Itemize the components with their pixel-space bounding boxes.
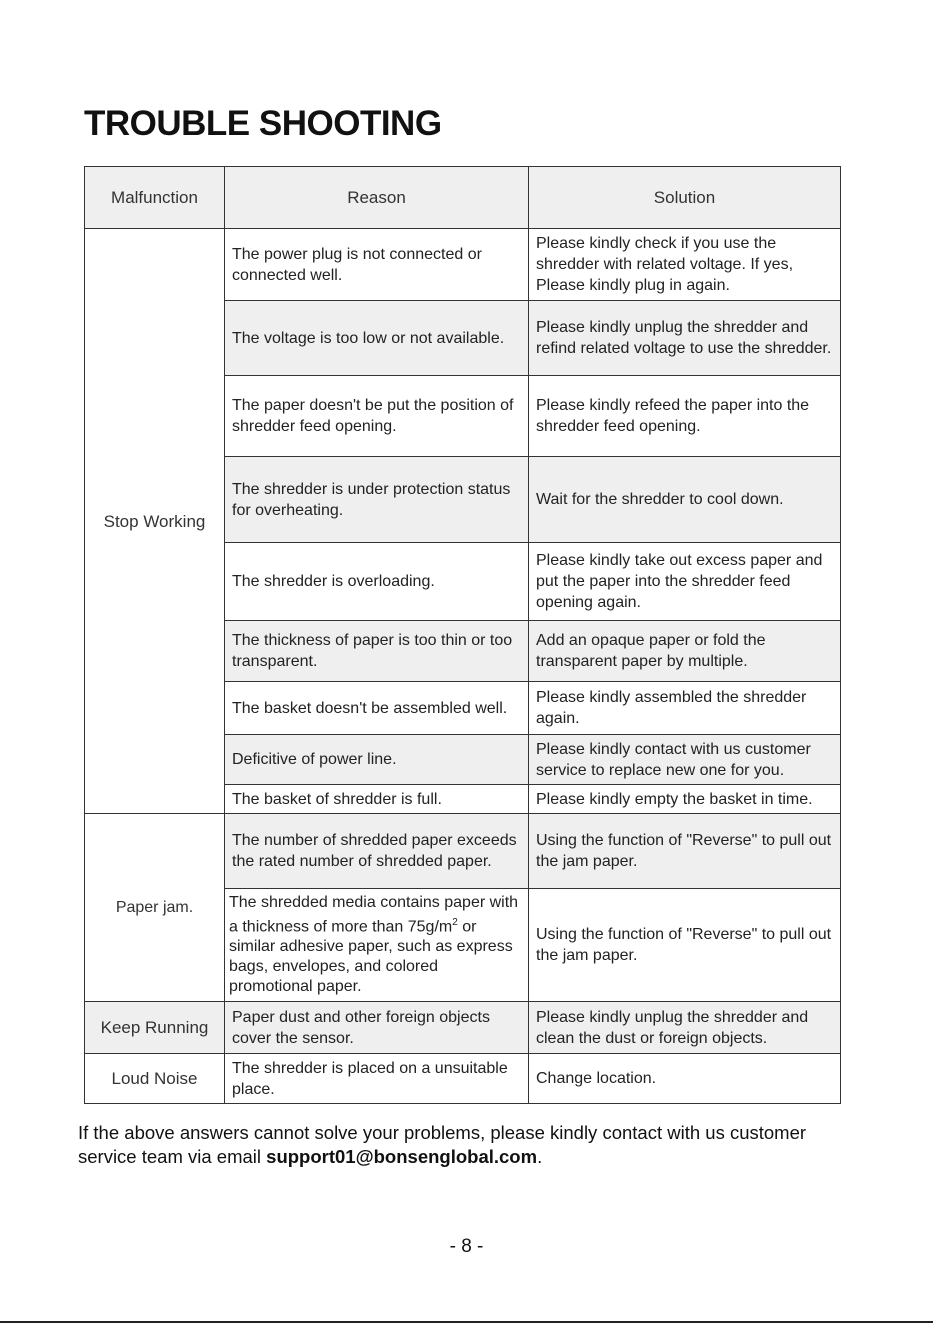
support-email[interactable]: support01@bonsenglobal.com: [266, 1146, 538, 1167]
solution-cell: Please kindly check if you use the shredder with related voltage. If yes, Please kindly plug in again.: [529, 229, 841, 301]
page-number: - 8 -: [449, 1236, 484, 1257]
table-row: [85, 1054, 841, 1104]
solution-cell: Add an opaque paper or fold the transparent paper by multiple.: [529, 621, 841, 682]
reason-text-part: The shredded media contains paper with a thickness of more than 75g/m: [229, 893, 519, 936]
header-solution: Solution: [529, 167, 841, 229]
contact-note: [78, 1121, 838, 1169]
header-malfunction: Malfunction: [85, 167, 225, 229]
reason-cell: The shredder is placed on a unsuitable place.: [225, 1054, 529, 1104]
troubleshooting-table: [84, 166, 841, 1104]
solution-cell: Please kindly empty the basket in time.: [529, 785, 841, 814]
solution-cell: Please kindly refeed the paper into the shredder feed opening.: [529, 376, 841, 457]
solution-cell: Please kindly contact with us customer service to replace new one for you.: [529, 735, 841, 785]
reason-cell: The basket of shredder is full.: [225, 785, 529, 814]
solution-cell: Using the function of "Reverse" to pull out the jam paper.: [529, 814, 841, 889]
table-row: [85, 229, 841, 301]
reason-text-part: or similar adhesive paper, such as express bags, envelopes, and colored promotional paper.: [229, 918, 513, 996]
solution-cell: Change location.: [529, 1054, 841, 1104]
reason-cell: The shredder is overloading.: [225, 543, 529, 621]
solution-cell: Please kindly unplug the shredder and clean the dust or foreign objects.: [529, 1002, 841, 1054]
reason-cell: The number of shredded paper exceeds the rated number of shredded paper.: [225, 814, 529, 889]
solution-cell: Please kindly unplug the shredder and refind related voltage to use the shredder.: [529, 301, 841, 376]
reason-cell: The shredder is under protection status for overheating.: [225, 457, 529, 543]
category-paper-jam: Paper jam.: [85, 814, 225, 1002]
category-stop-working: Stop Working: [85, 229, 225, 814]
reason-cell: The basket doesn't be assembled well.: [225, 682, 529, 735]
category-loud-noise: Loud Noise: [85, 1054, 225, 1104]
page-title: TROUBLE SHOOTING: [84, 104, 442, 143]
reason-cell: The thickness of paper is too thin or too transparent.: [225, 621, 529, 682]
solution-cell: Please kindly take out excess paper and put the paper into the shredder feed opening again.: [529, 543, 841, 621]
superscript: 2: [452, 916, 458, 928]
table-row: [85, 814, 841, 889]
table-header-row: [85, 167, 841, 229]
reason-cell: The power plug is not connected or connected well.: [225, 229, 529, 301]
reason-cell: The voltage is too low or not available.: [225, 301, 529, 376]
contact-period: .: [537, 1146, 543, 1167]
reason-cell: Paper dust and other foreign objects cover the sensor.: [225, 1002, 529, 1054]
reason-cell: [225, 889, 529, 1002]
reason-cell: Deficitive of power line.: [225, 735, 529, 785]
solution-cell: Please kindly assembled the shredder again.: [529, 682, 841, 735]
contact-text: If the above answers cannot solve your problems, please kindly contact with us customer service team via email: [78, 1122, 807, 1167]
reason-cell: The paper doesn't be put the position of shredder feed opening.: [225, 376, 529, 457]
header-reason: Reason: [225, 167, 529, 229]
category-keep-running: Keep Running: [85, 1002, 225, 1054]
table-row: [85, 1002, 841, 1054]
solution-cell: Using the function of "Reverse" to pull out the jam paper.: [529, 889, 841, 1002]
bottom-rule: [0, 1321, 933, 1323]
solution-cell: Wait for the shredder to cool down.: [529, 457, 841, 543]
